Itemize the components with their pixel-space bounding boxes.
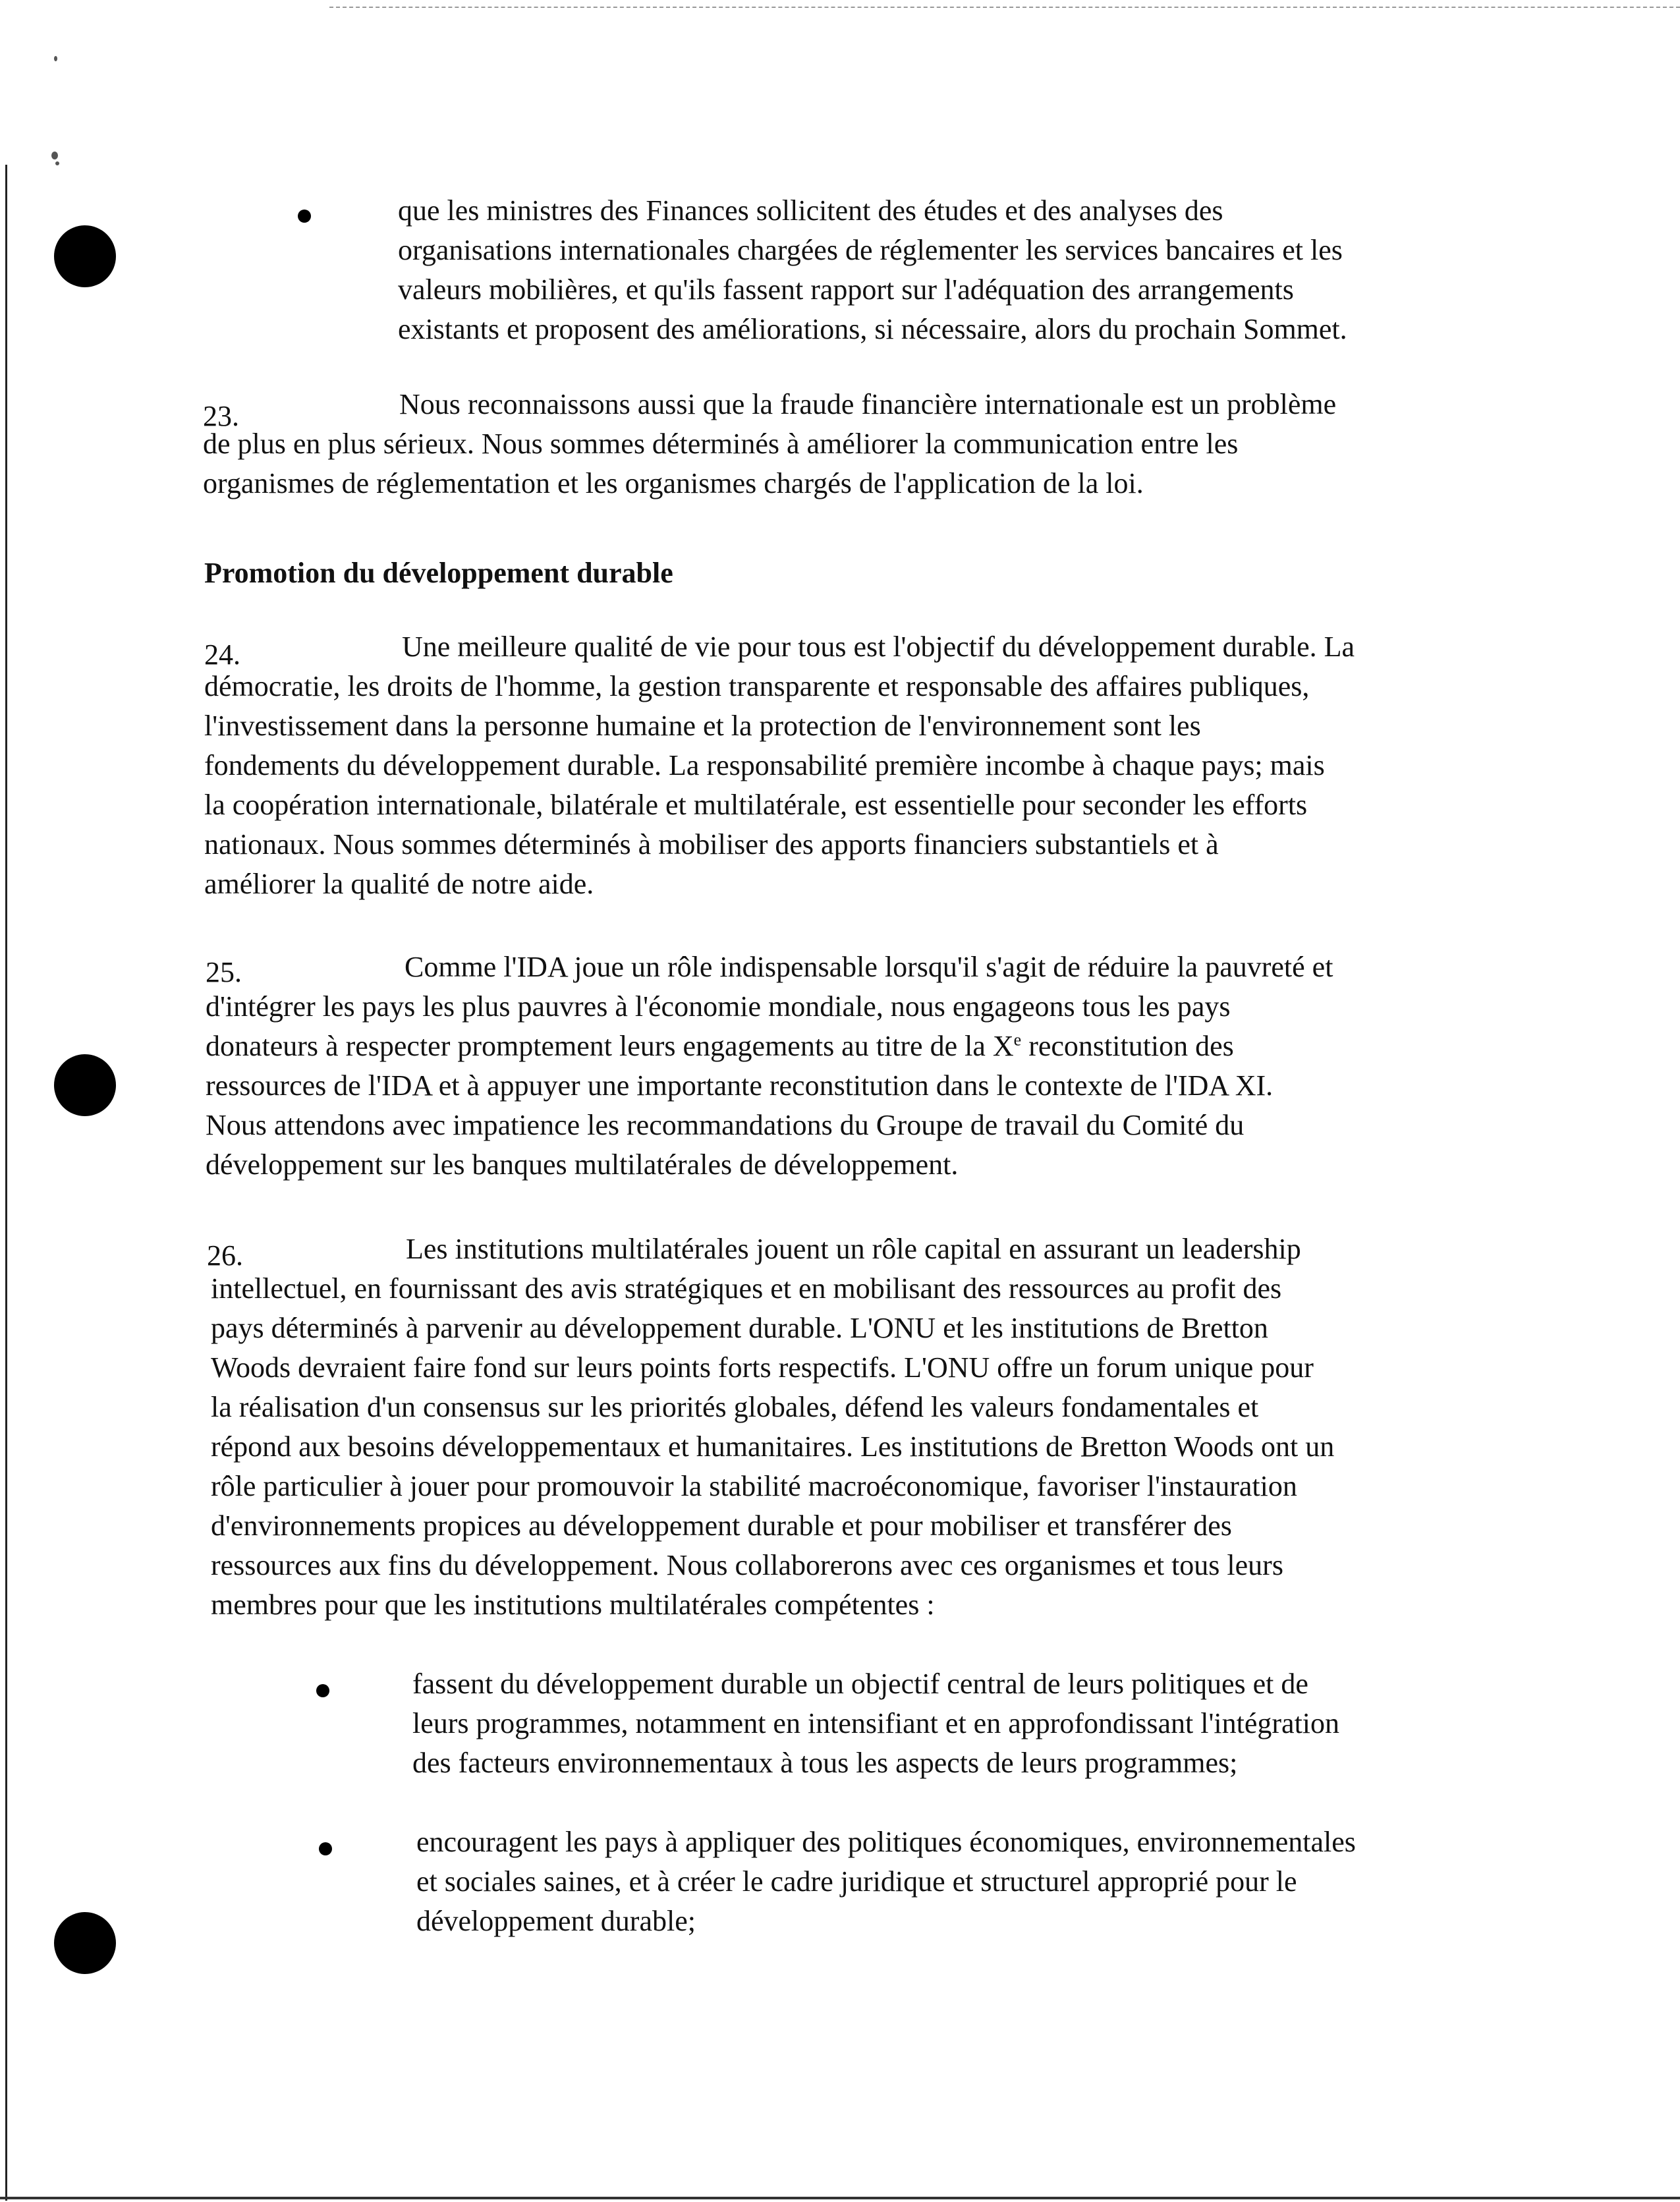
text-line: leurs programmes, notamment en intensifiant et en approfondissant l'intégration <box>412 1707 1340 1739</box>
scan-edge-top <box>329 7 1680 8</box>
paragraph-number: 24. <box>204 638 240 671</box>
text-line: rôle particulier à jouer pour promouvoir la stabilité macroéconomique, favoriser l'instauration <box>211 1470 1297 1502</box>
text-line: Une meilleure qualité de vie pour tous est l'objectif du développement durable. La <box>402 631 1355 663</box>
text-line: améliorer la qualité de notre aide. <box>204 868 594 900</box>
text-line <box>206 1027 1333 1066</box>
punch-hole <box>54 1912 116 1974</box>
text-line: Nous reconnaissons aussi que la fraude financière internationale est un problème <box>399 388 1337 420</box>
text-line: la réalisation d'un consensus sur les priorités globales, défend les valeurs fondamentales et <box>211 1391 1259 1423</box>
bullet-item <box>412 1664 1339 1783</box>
text-line: encouragent les pays à appliquer des politiques économiques, environnementales <box>416 1826 1356 1858</box>
text-line: pays déterminés à parvenir au développement durable. L'ONU et les institutions de Bretton <box>211 1312 1268 1344</box>
punch-hole <box>54 1054 116 1116</box>
bullet-icon <box>298 210 311 223</box>
text-line: de plus en plus sérieux. Nous sommes déterminés à améliorer la communication entre les <box>203 428 1239 460</box>
bullet-icon <box>316 1684 329 1697</box>
section-heading: Promotion du développement durable <box>204 557 673 589</box>
text-line: d'environnements propices au développement durable et pour mobiliser et transférer des <box>211 1510 1232 1542</box>
text-segment: reconstitution des <box>1021 1030 1234 1062</box>
text-line: organismes de réglementation et les organismes chargés de l'application de la loi. <box>203 467 1144 499</box>
paragraph-number: 25. <box>206 956 242 988</box>
text-line: Nous attendons avec impatience les recommandations du Groupe de travail du Comité du <box>206 1109 1245 1141</box>
text-line: Woods devraient faire fond sur leurs points forts respectifs. L'ONU offre un forum unique pour <box>211 1351 1314 1384</box>
text-line: fondements du développement durable. La responsabilité première incombe à chaque pays; mais <box>204 749 1325 781</box>
paragraph-number: 26. <box>207 1239 243 1272</box>
text-segment: donateurs à respecter promptement leurs engagements au titre de la X <box>206 1030 1014 1062</box>
paragraph-text <box>211 1229 1334 1625</box>
text-line: l'investissement dans la personne humaine et la protection de l'environnement sont les <box>204 710 1201 742</box>
paragraph-text <box>203 385 1336 503</box>
paragraph-number: 23. <box>203 400 239 432</box>
text-line: démocratie, les droits de l'homme, la gestion transparente et responsable des affaires publiques, <box>204 670 1310 702</box>
text-line: d'intégrer les pays les plus pauvres à l'économie mondiale, nous engageons tous les pays <box>206 990 1231 1023</box>
text-line: nationaux. Nous sommes déterminés à mobiliser des apports financiers substantiels et à <box>204 828 1219 861</box>
paragraph-text <box>206 947 1333 1185</box>
text-line: que les ministres des Finances sollicitent des études et des analyses des <box>398 194 1223 227</box>
text-line: et sociales saines, et à créer le cadre juridique et structurel approprié pour le <box>416 1865 1297 1898</box>
bullet-item <box>398 191 1347 349</box>
text-line: des facteurs environnementaux à tous les aspects de leurs programmes; <box>412 1747 1238 1779</box>
text-line: ressources aux fins du développement. Nous collaborerons avec ces organismes et tous leurs <box>211 1549 1283 1581</box>
text-line: Les institutions multilatérales jouent un rôle capital en assurant un leadership <box>406 1233 1301 1265</box>
scan-specks <box>46 53 66 171</box>
text-line: ressources de l'IDA et à appuyer une importante reconstitution dans le contexte de l'IDA XI. <box>206 1069 1274 1102</box>
superscript: e <box>1013 1030 1022 1050</box>
text-line: Comme l'IDA joue un rôle indispensable lorsqu'il s'agit de réduire la pauvreté et <box>405 951 1333 983</box>
text-line: intellectuel, en fournissant des avis stratégiques et en mobilisant des ressources au profit des <box>211 1272 1282 1305</box>
scan-edge-left <box>5 165 7 2201</box>
text-line: développement sur les banques multilatérales de développement. <box>206 1148 959 1181</box>
scan-edge-bottom <box>0 2197 1680 2199</box>
text-line: organisations internationales chargées de réglementer les services bancaires et les <box>398 234 1343 266</box>
text-line: développement durable; <box>416 1905 696 1937</box>
bullet-icon <box>319 1842 332 1855</box>
text-line: répond aux besoins développementaux et humanitaires. Les institutions de Bretton Woods ont un <box>211 1430 1335 1463</box>
text-line: existants et proposent des améliorations, si nécessaire, alors du prochain Sommet. <box>398 313 1347 345</box>
punch-hole <box>54 225 116 287</box>
text-line: la coopération internationale, bilatérale et multilatérale, est essentielle pour seconder les efforts <box>204 789 1308 821</box>
bullet-item <box>416 1822 1356 1941</box>
text-line: valeurs mobilières, et qu'ils fassent rapport sur l'adéquation des arrangements <box>398 273 1294 306</box>
text-line: fassent du développement durable un objectif central de leurs politiques et de <box>412 1668 1308 1700</box>
text-line: membres pour que les institutions multilatérales compétentes : <box>211 1589 935 1621</box>
paragraph-text <box>204 627 1355 904</box>
